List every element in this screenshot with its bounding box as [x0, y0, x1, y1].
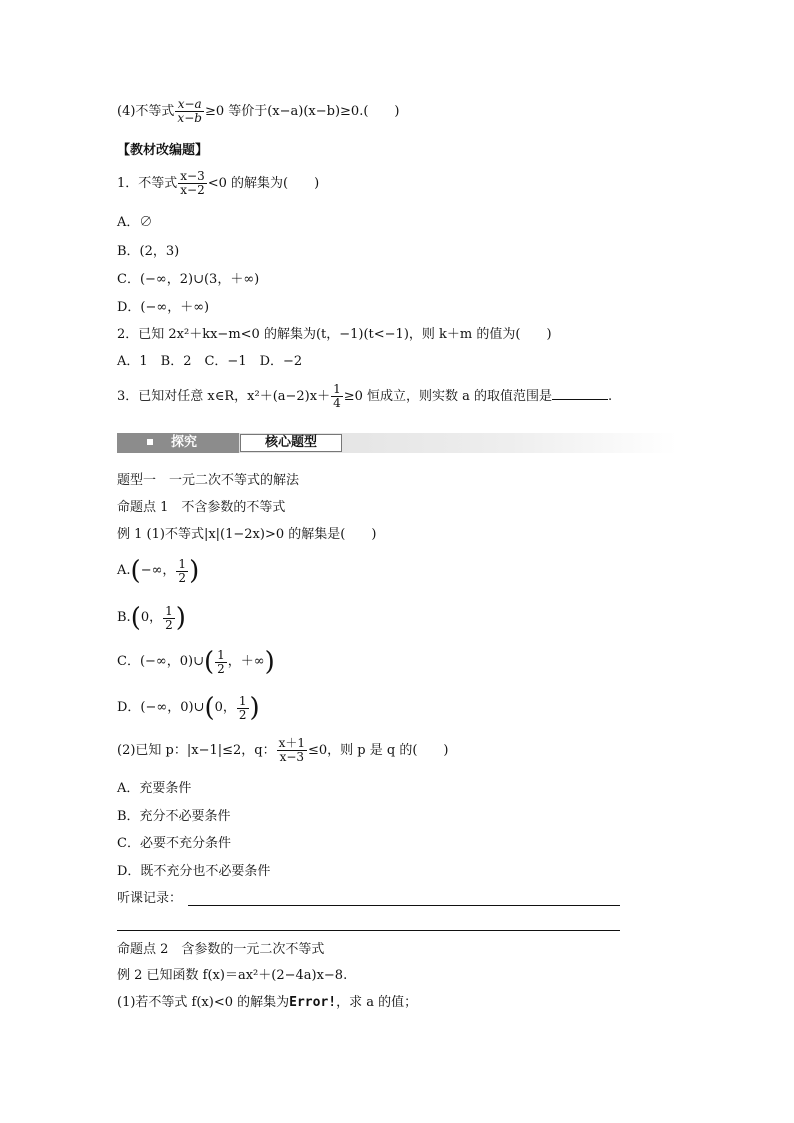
- fraction-p3: $\frac{1}{4}$: [333, 382, 341, 410]
- problem-1-option-b: B．(2，3): [117, 244, 180, 259]
- section-jiaocai: 【教材改编题】: [117, 143, 209, 158]
- notes-line-2[interactable]: [117, 930, 620, 931]
- example-1-question-1: 例 1 (1)不等式|x|(1−2x)>0 的解集是( ): [117, 527, 377, 542]
- problem-2-options: A．1 B．2 C．−1 D．−2: [117, 354, 303, 369]
- example-1-q2-option-c: C．必要不充分条件: [117, 836, 231, 851]
- problem-1: 1．不等式 $\frac{x-3}{x-2}$ <0 的解集为( ): [117, 169, 320, 197]
- notes-line-1[interactable]: [188, 905, 620, 906]
- example-1-q2-option-a: A．充要条件: [117, 781, 192, 796]
- problem-3: 3．已知对任意 x∈R，x²＋(a−2)x＋ $\frac{1}{4}$ ≥0 恒成立，则实数 a 的取值范围是 .: [117, 382, 613, 410]
- example-2-question-1: (1)若不等式 f(x)<0 的解集为Error!，求 a 的值；: [117, 995, 418, 1010]
- point-1-title: 命题点 1 不含参数的不等式: [117, 500, 286, 515]
- problem-1-option-c: C．(−∞，2)∪(3，＋∞): [117, 272, 260, 287]
- example-1-option-d: D．(−∞，0)∪ ( 0， $\frac{1}{2}$ ): [117, 693, 260, 723]
- square-bullet-icon: [147, 439, 153, 445]
- error-text: Error!: [289, 995, 337, 1010]
- problem-2: 2．已知 2x²＋kx−m<0 的解集为(t，−1)(t<−1)，则 k＋m 的值为( ): [117, 327, 552, 342]
- example-1-option-c: C．(−∞，0)∪ ( $\frac{1}{2}$ ，＋∞ ): [117, 647, 275, 677]
- example-1-question-2: (2)已知 p：|x−1|≤2，q： $\frac{x+1}{x-3}$ ≤0，则 p 是 q 的( ): [117, 736, 449, 764]
- example-1-q2-option-d: D．既不充分也不必要条件: [117, 864, 271, 879]
- problem-1-option-a: A．∅: [117, 215, 153, 230]
- statement-4: (4)不等式 $\frac{x-a}{x-b}$ ≥0 等价于(x−a)(x−b)≥0.( ): [117, 97, 400, 125]
- fraction-q2: $\frac{x+1}{x-3}$: [278, 736, 306, 764]
- fraction-4: $\frac{x-a}{x-b}$: [177, 97, 202, 125]
- point-2-title: 命题点 2 含参数的一元二次不等式: [117, 942, 325, 957]
- example-1-option-b: B. ( 0， $\frac{1}{2}$ ): [117, 603, 186, 633]
- example-1-q2-option-b: B．充分不必要条件: [117, 809, 231, 824]
- notes-label: 听课记录：: [117, 891, 183, 906]
- fraction-p1: $\frac{x-3}{x-2}$: [180, 169, 205, 197]
- answer-blank[interactable]: [552, 387, 608, 400]
- example-2: 例 2 已知函数 f(x)＝ax²＋(2−4a)x−8.: [117, 968, 348, 983]
- banner-tag-core-types: 核心题型: [240, 434, 342, 452]
- problem-1-option-d: D．(−∞，＋∞): [117, 300, 210, 315]
- example-1-option-a: A. ( −∞， $\frac{1}{2}$ ): [117, 556, 200, 586]
- section-banner: [117, 433, 677, 453]
- banner-tag-explore: 探究: [117, 433, 239, 453]
- type-1-title: 题型一 一元二次不等式的解法: [117, 473, 300, 488]
